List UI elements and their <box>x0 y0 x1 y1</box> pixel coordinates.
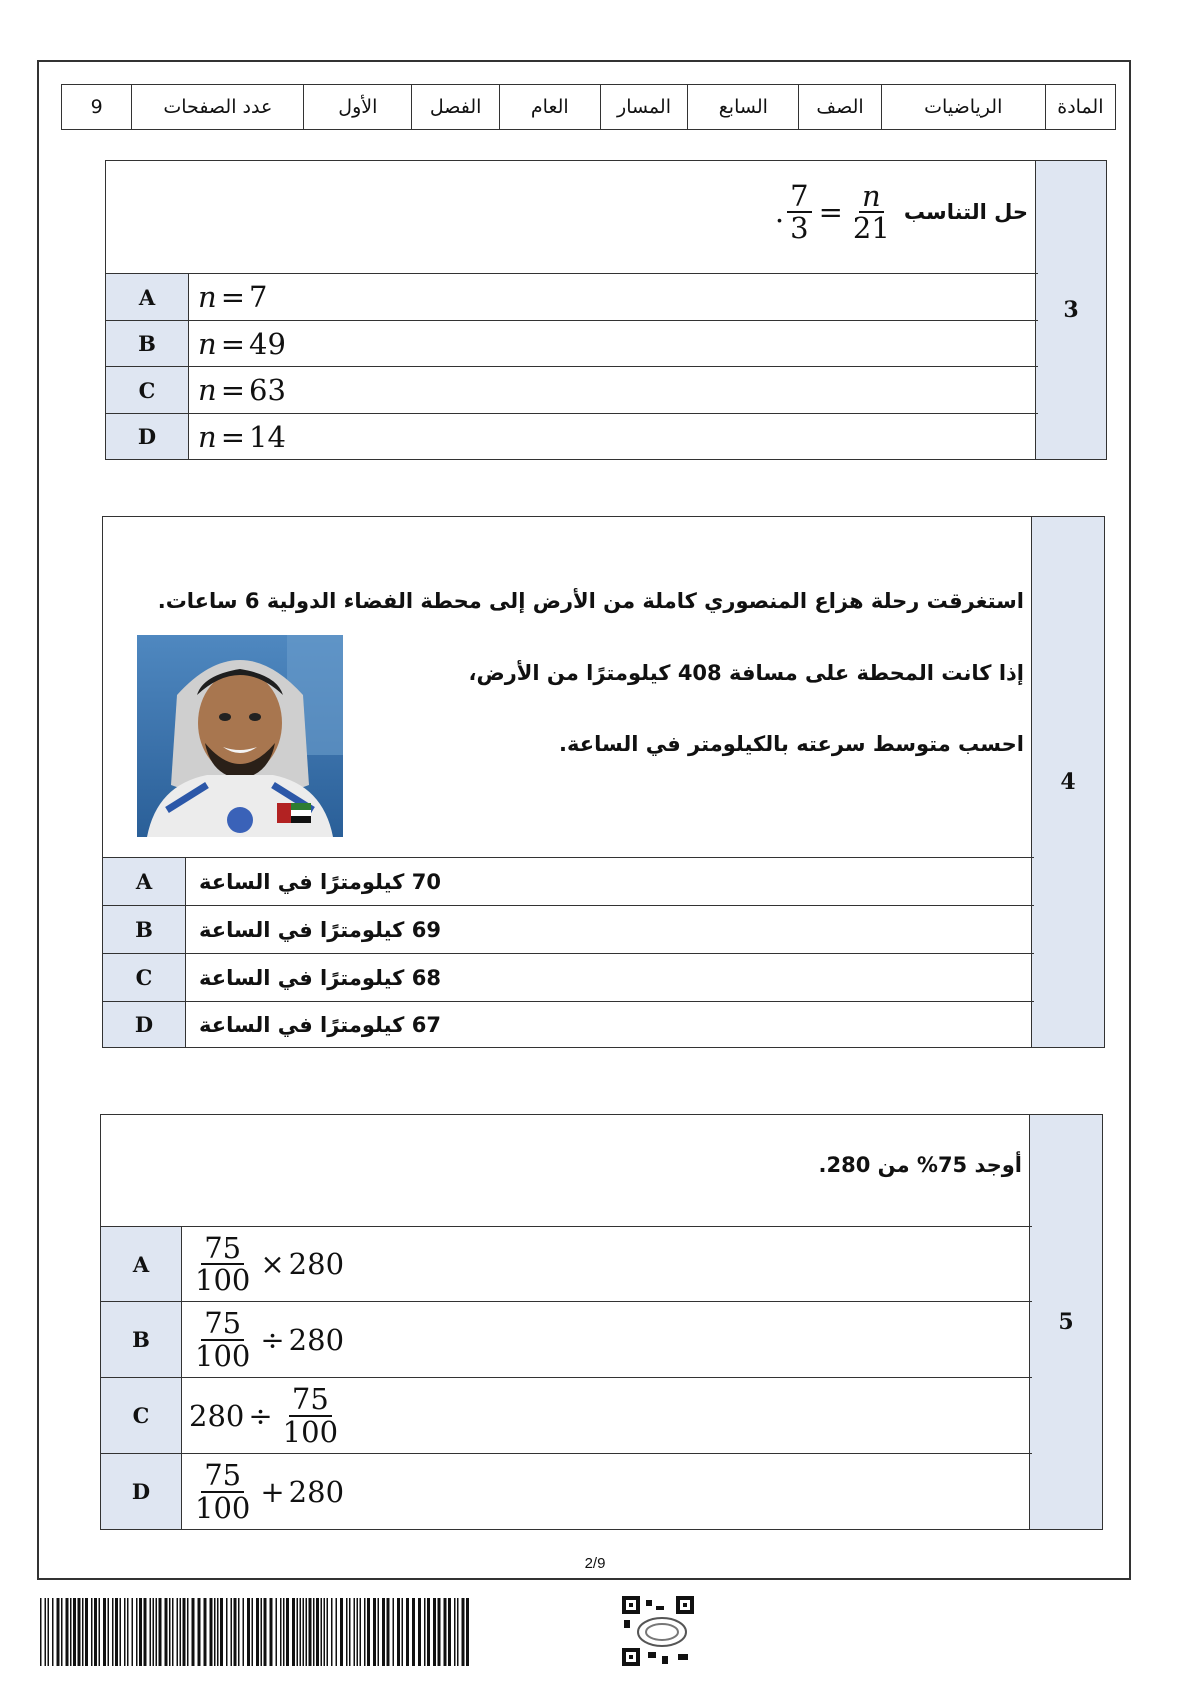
question-number: 4 <box>1031 517 1104 1047</box>
barcode-bar <box>462 1598 465 1666</box>
barcode-bar <box>261 1598 263 1666</box>
barcode-bar <box>85 1598 88 1666</box>
barcode-bar <box>406 1598 409 1666</box>
barcode-bar <box>120 1598 122 1666</box>
option-value: n = 63 <box>198 373 286 407</box>
option-value: $\frac{75}{100}$ + 280 <box>195 1458 345 1525</box>
stem-line <box>775 181 1028 244</box>
barcode-bar <box>264 1598 267 1666</box>
barcode-bar <box>303 1598 305 1666</box>
barcode-bar <box>306 1598 308 1666</box>
barcode-bar <box>226 1598 228 1666</box>
fraction-numerator: 7 <box>787 181 811 213</box>
track-label: المسار <box>600 85 688 130</box>
barcode-bar <box>183 1598 186 1666</box>
barcode-bar <box>70 1598 72 1666</box>
barcode-bar <box>309 1598 312 1666</box>
subject-label: المادة <box>1045 85 1115 130</box>
option-row-d[interactable] <box>106 414 1038 459</box>
proportion-expression <box>775 181 896 244</box>
barcode-bar <box>382 1598 385 1666</box>
barcode-bar <box>280 1598 282 1666</box>
barcode-bar <box>82 1598 84 1666</box>
stem-text: حل التناسب <box>903 200 1028 225</box>
barcode-bar <box>327 1598 329 1666</box>
question-number: 3 <box>1035 161 1106 459</box>
barcode-bar <box>412 1598 415 1666</box>
barcode-bar <box>360 1598 362 1666</box>
option-row-a[interactable] <box>103 858 1034 906</box>
option-row-b[interactable] <box>101 1302 1032 1378</box>
barcode-bar <box>397 1598 400 1666</box>
barcode-bar <box>115 1598 118 1666</box>
option-letter: C <box>103 954 186 1001</box>
barcode-bar <box>444 1598 447 1666</box>
track-value: العام <box>499 85 600 130</box>
barcode-bar <box>418 1598 421 1666</box>
option-row-c[interactable] <box>106 367 1038 414</box>
barcode-bar <box>40 1598 42 1666</box>
barcode-bar <box>217 1598 219 1666</box>
barcode-bar <box>159 1598 162 1666</box>
barcode-bar <box>256 1598 259 1666</box>
barcode-bar <box>433 1598 436 1666</box>
option-letter: A <box>106 274 189 320</box>
barcode-bar <box>247 1598 250 1666</box>
option-row-c[interactable] <box>101 1378 1032 1454</box>
option-letter: C <box>101 1378 182 1453</box>
barcode-bar <box>313 1598 315 1666</box>
barcode-bar <box>340 1598 343 1666</box>
option-letter: C <box>106 367 189 413</box>
option-letter: A <box>101 1227 182 1301</box>
barcode-bar <box>300 1598 302 1666</box>
barcode-bar <box>357 1598 359 1666</box>
barcode-bar <box>94 1598 97 1666</box>
barcode-bar <box>283 1598 285 1666</box>
barcode-bar <box>198 1598 201 1666</box>
barcode-bar <box>132 1598 134 1666</box>
barcode-bar <box>454 1598 456 1666</box>
barcode-bar <box>297 1598 299 1666</box>
question-stem <box>101 1115 1032 1227</box>
fraction-right <box>850 181 893 244</box>
barcode-bar <box>61 1598 63 1666</box>
barcode-bar <box>387 1598 390 1666</box>
grade-label: الصف <box>799 85 881 130</box>
barcode-bar <box>367 1598 370 1666</box>
barcode-bar <box>243 1598 245 1666</box>
barcode-bar <box>45 1598 47 1666</box>
barcode-bar <box>52 1598 54 1666</box>
barcode-bar <box>457 1598 459 1666</box>
stem-line-2: إذا كانت المحطة على مسافة 408 كيلومترًا من الأرض، <box>468 661 1024 685</box>
barcode-bar <box>78 1598 81 1666</box>
fraction-numerator: n <box>859 181 884 213</box>
option-value: n = 49 <box>198 326 286 361</box>
option-letter: A <box>103 858 186 905</box>
stem-line-1: استغرقت رحلة هزاع المنصوري كاملة من الأرض إلى محطة الفضاء الدولية 6 ساعات. <box>157 589 1024 613</box>
barcode-bar <box>316 1598 319 1666</box>
barcode-bar <box>336 1598 338 1666</box>
grade-value: السابع <box>688 85 799 130</box>
astronaut-photo <box>137 635 343 837</box>
option-value: 67 كيلومترًا في الساعة <box>199 1012 441 1037</box>
barcode-bar <box>136 1598 138 1666</box>
option-letter: D <box>106 414 189 459</box>
barcode-bar <box>448 1598 451 1666</box>
barcode-icon <box>40 1598 510 1666</box>
page-number: 2/9 <box>584 1555 606 1572</box>
term-label: الفصل <box>412 85 500 130</box>
option-letter: D <box>101 1454 182 1529</box>
barcode-bar <box>57 1598 60 1666</box>
option-row-d[interactable] <box>103 1002 1034 1047</box>
barcode-bar <box>331 1598 333 1666</box>
barcode-bar <box>466 1598 469 1666</box>
barcode-bar <box>150 1598 152 1666</box>
barcode-bar <box>91 1598 93 1666</box>
stem-text: أوجد 75% من 280. <box>818 1153 1022 1177</box>
barcode-bar <box>346 1598 348 1666</box>
barcode-bar <box>210 1598 213 1666</box>
barcode-bar <box>73 1598 76 1666</box>
option-row-b[interactable] <box>106 321 1038 367</box>
barcode-bar <box>276 1598 278 1666</box>
option-value: 68 كيلومترًا في الساعة <box>199 965 441 990</box>
barcode-bar <box>112 1598 114 1666</box>
fraction-denominator: 21 <box>852 211 890 246</box>
option-value: 70 كيلومترًا في الساعة <box>199 869 441 894</box>
option-value: n = 7 <box>198 280 268 314</box>
barcode-bar <box>231 1598 233 1666</box>
barcode-bar <box>153 1598 155 1666</box>
barcode-bar <box>172 1598 174 1666</box>
option-letter: B <box>101 1302 182 1377</box>
barcode-bar <box>99 1598 101 1666</box>
option-row-c[interactable] <box>103 954 1034 1002</box>
barcode-bar <box>103 1598 106 1666</box>
barcode-bar <box>66 1598 69 1666</box>
exam-header <box>61 84 1116 130</box>
barcode-bar <box>324 1598 326 1666</box>
barcode-bar <box>321 1598 323 1666</box>
barcode-bar <box>364 1598 366 1666</box>
option-value: 69 كيلومترًا في الساعة <box>199 917 441 942</box>
qr-code-icon <box>622 1596 694 1666</box>
option-value: 280 ÷ $\frac{75}{100}$ <box>189 1382 339 1449</box>
barcode-bar <box>234 1598 237 1666</box>
pages-label: عدد الصفحات <box>132 85 304 130</box>
option-row-b[interactable] <box>103 906 1034 954</box>
barcode-bar <box>286 1598 289 1666</box>
question-number: 5 <box>1029 1115 1102 1529</box>
end-mark: . <box>774 195 785 230</box>
barcode-bar <box>292 1598 295 1666</box>
question-4 <box>102 516 1105 1048</box>
barcode-bar <box>214 1598 216 1666</box>
barcode-bar <box>192 1598 195 1666</box>
option-row-a[interactable] <box>101 1227 1032 1302</box>
question-5 <box>100 1114 1103 1530</box>
barcode-bar <box>204 1598 207 1666</box>
option-value: $\frac{75}{100}$ ÷ 280 <box>195 1306 345 1373</box>
barcode-bar <box>220 1598 223 1666</box>
fraction-left <box>787 181 811 244</box>
option-letter: B <box>106 321 189 366</box>
barcode-bar <box>108 1598 110 1666</box>
option-row-d[interactable] <box>101 1454 1032 1529</box>
option-value: n = 14 <box>198 419 286 454</box>
barcode-bar <box>124 1598 126 1666</box>
term-value: الأول <box>304 85 412 130</box>
barcode-bar <box>169 1598 171 1666</box>
barcode-bar <box>252 1598 254 1666</box>
barcode-bar <box>270 1598 273 1666</box>
question-3 <box>105 160 1107 460</box>
barcode-bar <box>156 1598 158 1666</box>
question-stem <box>106 161 1038 274</box>
barcode-bar <box>424 1598 426 1666</box>
question-stem <box>103 517 1034 858</box>
subject-value: الرياضيات <box>881 85 1045 130</box>
barcode-bar <box>349 1598 351 1666</box>
barcode-bar <box>393 1598 395 1666</box>
option-row-a[interactable] <box>106 274 1038 321</box>
barcode-bar <box>165 1598 168 1666</box>
barcode-bar <box>402 1598 404 1666</box>
equals-sign: = <box>818 195 843 230</box>
barcode-bar <box>427 1598 430 1666</box>
option-letter: B <box>103 906 186 953</box>
barcode-bar <box>177 1598 179 1666</box>
barcode-bar <box>127 1598 129 1666</box>
fraction-denominator: 3 <box>790 211 809 246</box>
barcode-bar <box>354 1598 356 1666</box>
stem-line-3: احسب متوسط سرعته بالكيلومتر في الساعة. <box>559 732 1024 756</box>
barcode-bar <box>373 1598 376 1666</box>
pages-value: 9 <box>62 85 132 130</box>
barcode-bar <box>180 1598 182 1666</box>
barcode-bar <box>139 1598 142 1666</box>
option-value: $\frac{75}{100}$ × 280 <box>195 1230 345 1297</box>
barcode-bar <box>378 1598 380 1666</box>
option-letter: D <box>103 1002 186 1047</box>
barcode-bar <box>238 1598 240 1666</box>
barcode-bar <box>187 1598 189 1666</box>
barcode-bar <box>144 1598 147 1666</box>
barcode-bar <box>438 1598 441 1666</box>
barcode-bar <box>48 1598 50 1666</box>
